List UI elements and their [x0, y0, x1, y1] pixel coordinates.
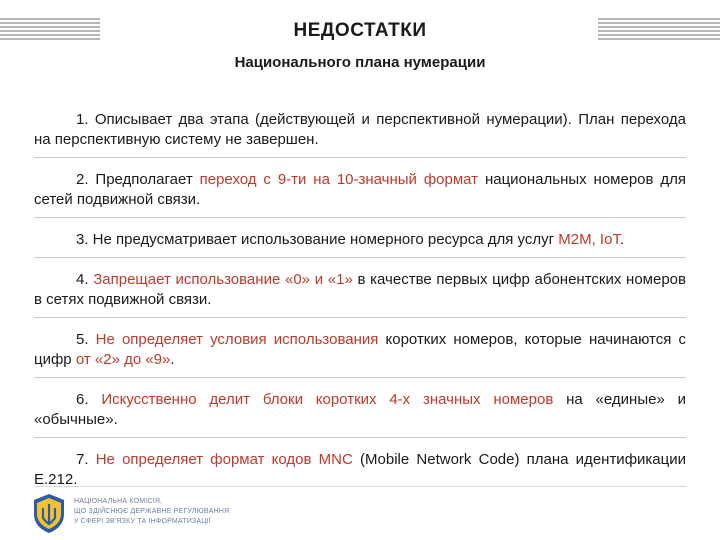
- item-text: (Mobile Network Code) плана идентификации E.212.: [34, 451, 686, 488]
- list-item: [34, 450, 686, 497]
- item-text: 6.: [76, 391, 102, 408]
- list-item: [34, 270, 686, 318]
- commission-emblem-icon: [30, 492, 68, 534]
- footer-divider: [34, 486, 686, 487]
- item-text: национальных номеров для сетей подвижной связи.: [34, 171, 686, 208]
- highlighted-text: Не определяет формат кодов MNC: [95, 451, 353, 468]
- highlighted-text: Не определяет условия использования: [95, 331, 379, 348]
- org-line: У СФЕРІ ЗВ'ЯЗКУ ТА ІНФОРМАТИЗАЦІЇ: [74, 518, 211, 525]
- org-line: НАЦІОНАЛЬНА КОМІСІЯ,: [74, 498, 163, 505]
- highlighted-text: от «2» до «9»: [75, 351, 171, 368]
- organization-name: [74, 497, 229, 527]
- item-text: в качестве первых цифр абонентских номеров в сетях подвижной связи.: [34, 271, 686, 308]
- slide-subtitle: Национального плана нумерации: [234, 54, 486, 71]
- item-text: на «единые» и «обычные».: [34, 391, 686, 428]
- item-text: 2.: [76, 171, 96, 188]
- item-text: Предполагает: [95, 171, 193, 188]
- list-item: [34, 230, 686, 258]
- item-text: 4.: [76, 271, 94, 288]
- shortcomings-list: [34, 110, 686, 509]
- list-item: [34, 330, 686, 378]
- item-text: 7.: [76, 451, 96, 468]
- highlighted-text: M2M, IoT: [558, 231, 620, 248]
- item-text: .: [619, 231, 625, 248]
- list-item: [34, 170, 686, 218]
- item-text: 1. Описывает два этапа (действующей и перспективной нумерации). План перехода на перспективную систему не завершен.: [34, 111, 686, 148]
- org-line: ЩО ЗДІЙСНЮЄ ДЕРЖАВНЕ РЕГУЛЮВАННЯ: [74, 508, 230, 515]
- list-item: [34, 110, 686, 158]
- item-text: 3. Не предусматривает использование номерного ресурса для услуг: [76, 231, 559, 248]
- item-text: коротких номеров, которые начинаются с цифр: [34, 331, 687, 368]
- list-item: [34, 390, 686, 438]
- item-text: .: [170, 351, 175, 368]
- highlighted-text: переход с 9-ти на 10-значный формат: [192, 171, 479, 188]
- highlighted-text: Запрещает использование «0» и «1»: [93, 271, 353, 288]
- highlighted-text: Искусственно делит блоки коротких 4-х значных номеров: [101, 391, 554, 408]
- slide-title: НЕДОСТАТКИ: [293, 20, 427, 41]
- item-text: 5.: [76, 331, 96, 348]
